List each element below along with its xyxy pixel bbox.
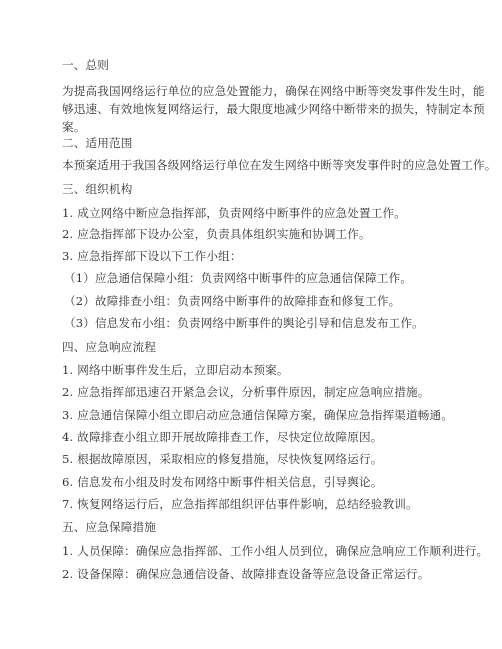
section-5-heading: 五、应急保障措施 (62, 520, 156, 534)
list-item: 3. 应急通信保障小组立即启动应急通信保障方案，确保应急指挥渠道畅通。 (62, 408, 453, 422)
section-2-paragraph: 本预案适用于我国各级网络运行单位在发生网络中断等突发事件时的应急处置工作。 (62, 158, 497, 172)
list-item: 1. 人员保障：确保应急指挥部、工作小组人员到位，确保应急响应工作顺利进行。 (62, 544, 489, 558)
section-3-heading: 三、组织机构 (62, 182, 133, 196)
section-1-heading: 一、总则 (62, 58, 109, 72)
sub-list-item: （1）应急通信保障小组：负责网络中断事件的应急通信保障工作。 (64, 271, 413, 285)
list-item: 3. 应急指挥部下设以下工作小组： (62, 249, 242, 263)
sub-list-item: （3）信息发布小组：负责网络中断事件的舆论引导和信息发布工作。 (64, 316, 424, 330)
list-item: 6. 信息发布小组及时发布网络中断事件相关信息，引导舆论。 (62, 475, 383, 489)
section-1-paragraph-line: 为提高我国网络运行单位的应急处置能力，确保在网络中断等突发事件发生时，能 (62, 84, 485, 98)
section-1-paragraph-line: 案。 (62, 120, 86, 134)
section-1-paragraph-line: 够迅速、有效地恢复网络运行，最大限度地减少网络中断带来的损失，特制定本预 (62, 102, 485, 116)
list-item: 7. 恢复网络运行后，应急指挥部组织评估事件影响，总结经验教训。 (62, 497, 418, 511)
list-item: 5. 根据故障原因，采取相应的修复措施，尽快恢复网络运行。 (62, 452, 383, 466)
list-item: 2. 设备保障：确保应急通信设备、故障排查设备等应急设备正常运行。 (62, 567, 430, 581)
list-item: 4. 故障排查小组立即开展故障排查工作，尽快定位故障原因。 (62, 430, 383, 444)
section-2-heading: 二、适用范围 (62, 136, 133, 150)
sub-list-item: （2）故障排查小组：负责网络中断事件的故障排查和修复工作。 (64, 294, 401, 308)
list-item: 2. 应急指挥部迅速召开紧急会议，分析事件原因，制定应急响应措施。 (62, 385, 430, 399)
section-4-heading: 四、应急响应流程 (62, 340, 156, 354)
list-item: 1. 网络中断事件发生后，立即启动本预案。 (62, 363, 289, 377)
list-item: 1. 成立网络中断应急指挥部，负责网络中断事件的应急处置工作。 (62, 206, 407, 220)
list-item: 2. 应急指挥部下设办公室，负责具体组织实施和协调工作。 (62, 227, 371, 241)
